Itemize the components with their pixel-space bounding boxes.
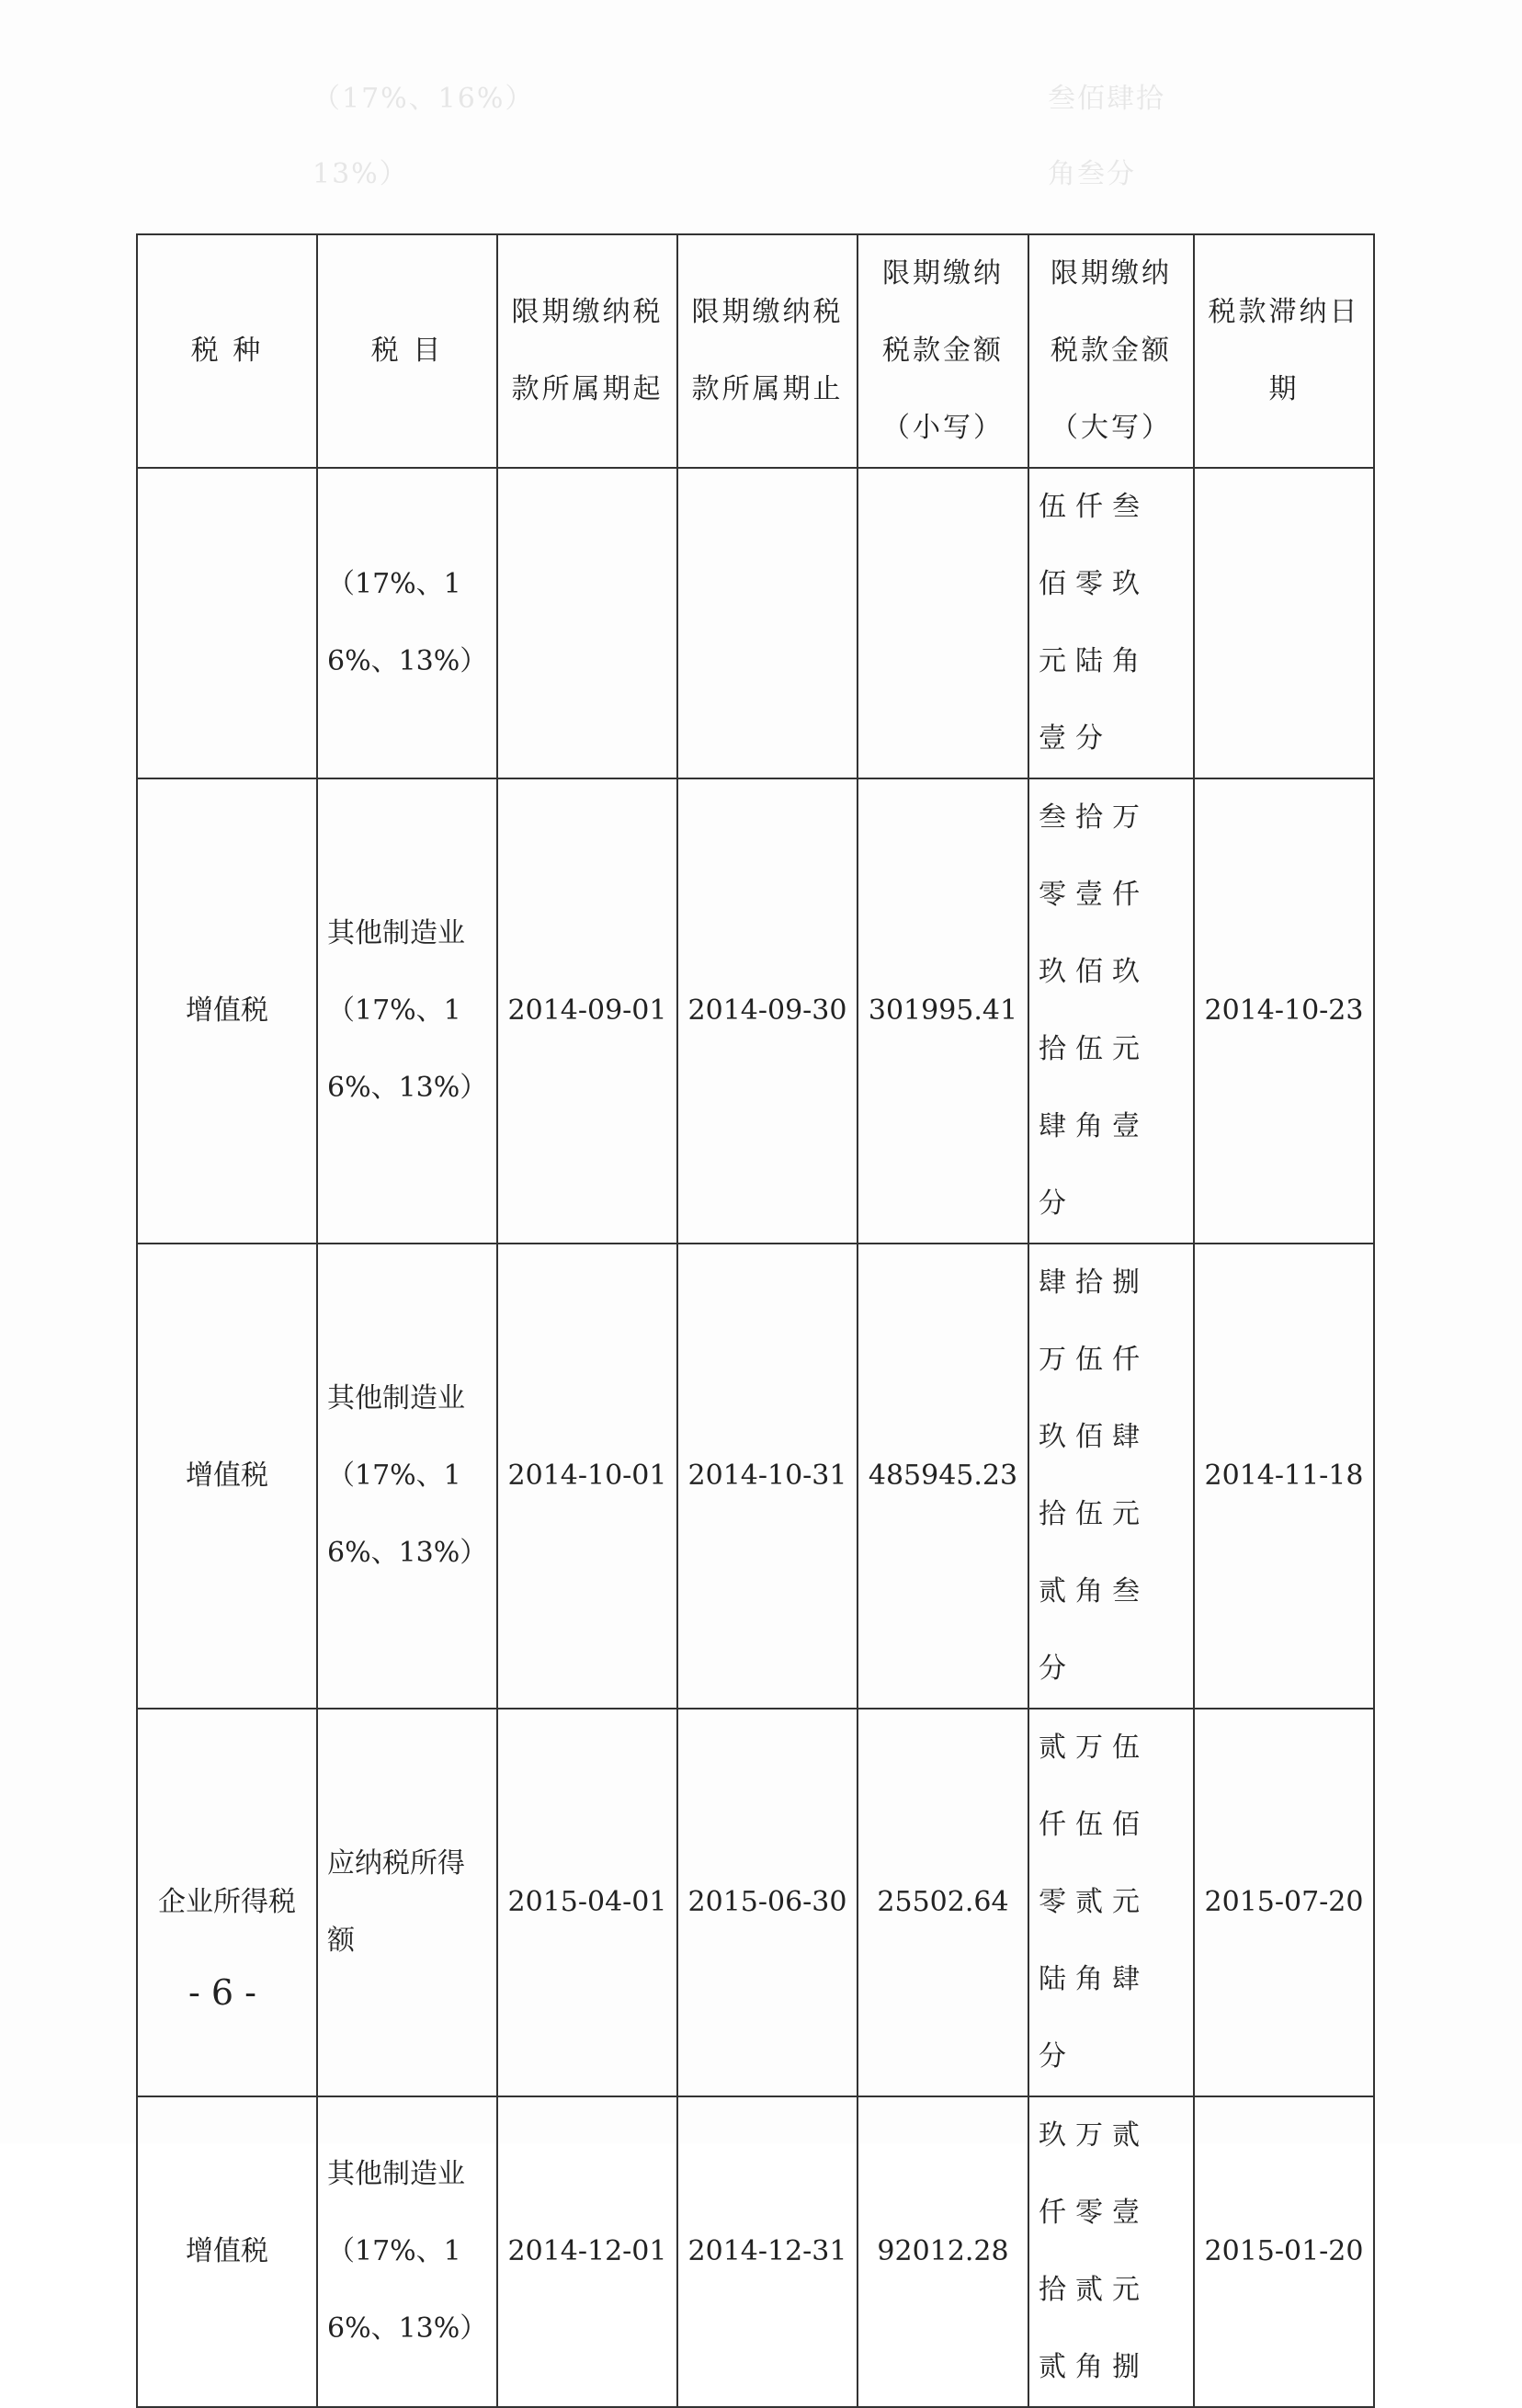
cell-amount-words: 伍仟叁佰零玖元陆角壹分 xyxy=(1028,468,1194,778)
header-amount-num: 限期缴纳税款金额（小写） xyxy=(858,234,1028,468)
table-header-row xyxy=(137,234,1374,468)
table-row xyxy=(137,1244,1374,1709)
cell-tax-item: 其他制造业（17%、16%、13%） xyxy=(317,778,497,1244)
cell-amount-words: 叁拾万零壹仟玖佰玖拾伍元肆角壹分 xyxy=(1028,778,1194,1244)
cell-period-start xyxy=(497,468,677,778)
tax-table xyxy=(136,233,1375,2408)
cell-period-end xyxy=(677,468,858,778)
cell-period-end: 2014-10-31 xyxy=(677,1244,858,1709)
table-row xyxy=(137,778,1374,1244)
cell-overdue-date xyxy=(1194,468,1374,778)
cell-overdue-date: 2014-10-23 xyxy=(1194,778,1374,1244)
cell-period-end: 2014-12-31 xyxy=(677,2096,858,2407)
bleed-through-text: 角叁分 xyxy=(1048,158,1136,190)
cell-tax-item: 其他制造业（17%、16%、13%） xyxy=(317,1244,497,1709)
cell-tax-type xyxy=(137,468,317,778)
bleed-through-text: 叁佰肆拾 xyxy=(1048,83,1165,115)
cell-period-end: 2015-06-30 xyxy=(677,1709,858,2096)
cell-tax-item: 应纳税所得额 xyxy=(317,1709,497,2096)
cell-amount-num xyxy=(858,468,1028,778)
cell-amount-num: 25502.64 xyxy=(858,1709,1028,2096)
cell-tax-type: 增值税 xyxy=(137,2096,317,2407)
bleed-through-text: （17%、16%） xyxy=(312,83,535,115)
bleed-through-text: 13%） xyxy=(312,158,409,190)
table-row xyxy=(137,1709,1374,2096)
cell-tax-item: （17%、16%、13%） xyxy=(317,468,497,778)
cell-tax-type: 增值税 xyxy=(137,778,317,1244)
cell-overdue-date: 2015-01-20 xyxy=(1194,2096,1374,2407)
cell-period-start: 2015-04-01 xyxy=(497,1709,677,2096)
cell-amount-words: 肆拾捌万伍仟玖佰肆拾伍元贰角叁分 xyxy=(1028,1244,1194,1709)
cell-tax-item: 其他制造业（17%、16%、13%） xyxy=(317,2096,497,2407)
cell-amount-words: 玖万贰仟零壹拾贰元贰角捌 xyxy=(1028,2096,1194,2407)
cell-overdue-date: 2014-11-18 xyxy=(1194,1244,1374,1709)
cell-period-start: 2014-10-01 xyxy=(497,1244,677,1709)
cell-amount-num: 485945.23 xyxy=(858,1244,1028,1709)
cell-period-start: 2014-09-01 xyxy=(497,778,677,1244)
table-row xyxy=(137,468,1374,778)
header-amount-words: 限期缴纳税款金额（大写） xyxy=(1028,234,1194,468)
cell-period-start: 2014-12-01 xyxy=(497,2096,677,2407)
header-period-start: 限期缴纳税款所属期起 xyxy=(497,234,677,468)
cell-amount-num: 301995.41 xyxy=(858,778,1028,1244)
header-tax-type: 税 种 xyxy=(137,234,317,468)
cell-tax-type: 企业所得税 xyxy=(137,1709,317,2096)
header-period-end: 限期缴纳税款所属期止 xyxy=(677,234,858,468)
cell-overdue-date: 2015-07-20 xyxy=(1194,1709,1374,2096)
header-overdue-date: 税款滞纳日期 xyxy=(1194,234,1374,468)
cell-period-end: 2014-09-30 xyxy=(677,778,858,1244)
cell-tax-type: 增值税 xyxy=(137,1244,317,1709)
cell-amount-words: 贰万伍仟伍佰零贰元陆角肆分 xyxy=(1028,1709,1194,2096)
header-tax-item: 税 目 xyxy=(317,234,497,468)
cell-amount-num: 92012.28 xyxy=(858,2096,1028,2407)
page-number: - 6 - xyxy=(188,1972,257,2013)
